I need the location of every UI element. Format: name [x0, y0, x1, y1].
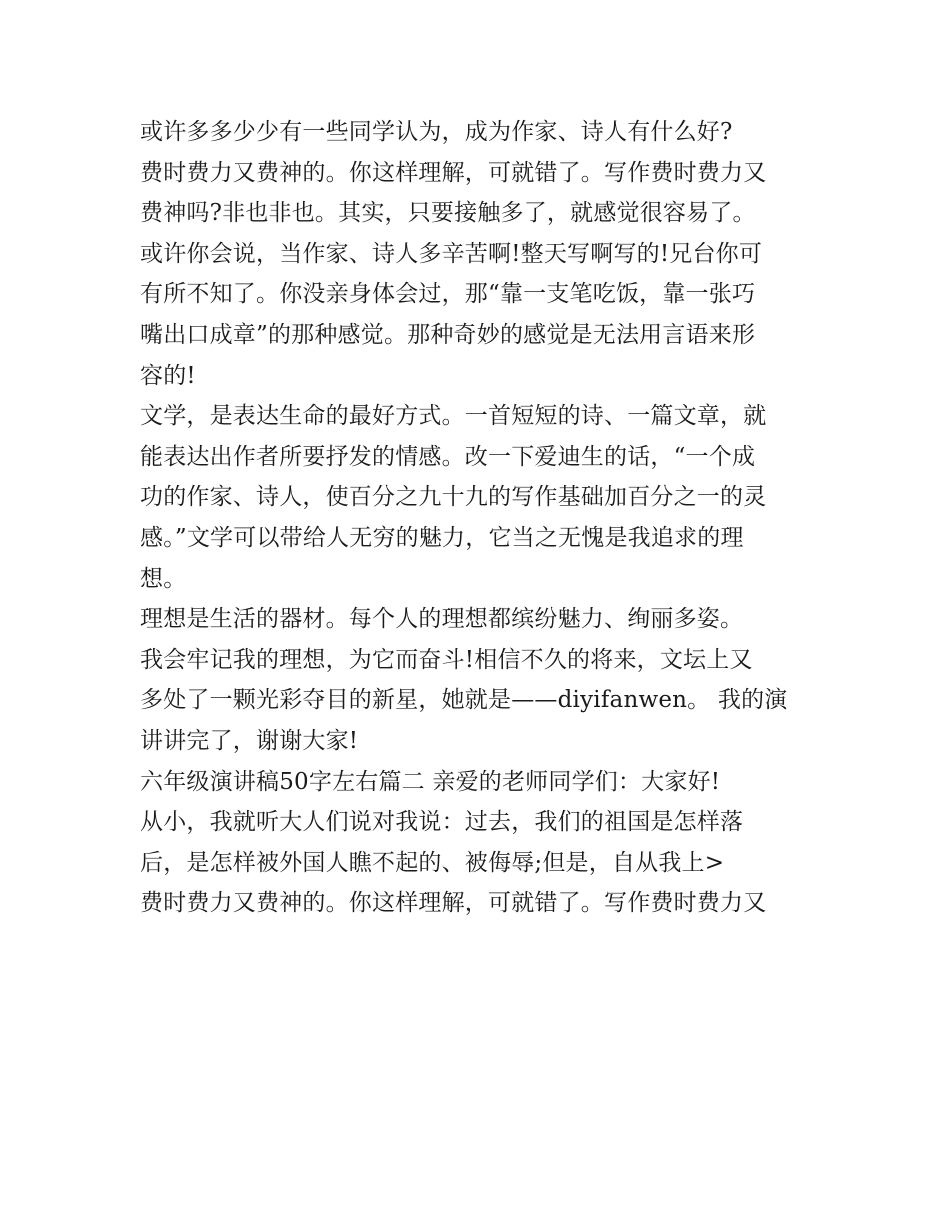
body-text — [140, 112, 820, 924]
text-line: 功的作家、诗人，使百分之九十九的写作基础加百分之一的灵 — [140, 484, 767, 511]
text-line: 文学，是表达生命的最好方式。一首短短的诗、一篇文章，就 — [140, 403, 767, 430]
text-line: 费时费力又费神的。你这样理解，可就错了。写作费时费力又 — [140, 159, 767, 186]
text-line: 能表达出作者所要抒发的情感。改一下爱迪生的话，“一个成 — [140, 443, 756, 470]
text-line: 费神吗?非也非也。其实，只要接触多了，就感觉很容易了。 — [140, 200, 756, 227]
text-line: 后，是怎样被外国人瞧不起的、被侮辱;但是，自从我上> — [140, 849, 725, 876]
text-line: 我会牢记我的理想，为它而奋斗!相信不久的将来，文坛上又 — [140, 646, 753, 673]
text-line: 容的! — [140, 362, 196, 389]
text-line: 六年级演讲稿50字左右篇二 亲爱的老师同学们：大家好! — [140, 768, 721, 795]
text-line: 感。”文学可以带给人无穷的魅力，它当之无愧是我追求的理 — [140, 524, 744, 551]
text-line: 多处了一颗光彩夺目的新星，她就是——diyifanwen。 我的演 — [140, 687, 788, 714]
text-line: 从小，我就听大人们说对我说：过去，我们的祖国是怎样落 — [140, 809, 744, 836]
text-line: 有所不知了。你没亲身体会过，那“靠一支笔吃饭，靠一张巧 — [140, 281, 756, 308]
text-line: 嘴出口成章”的那种感觉。那种奇妙的感觉是无法用言语来形 — [140, 321, 756, 348]
text-line: 讲讲完了，谢谢大家! — [140, 727, 359, 754]
text-line: 或许多多少少有一些同学认为，成为作家、诗人有什么好? — [140, 119, 733, 145]
text-line: 或许你会说，当作家、诗人多辛苦啊!整天写啊写的!兄台你可 — [140, 240, 763, 267]
text-line: 想。 — [140, 565, 187, 592]
text-line: 理想是生活的器材。每个人的理想都缤纷魅力、绚丽多姿。 — [140, 606, 744, 633]
text-line: 费时费力又费神的。你这样理解，可就错了。写作费时费力又 — [140, 890, 767, 917]
